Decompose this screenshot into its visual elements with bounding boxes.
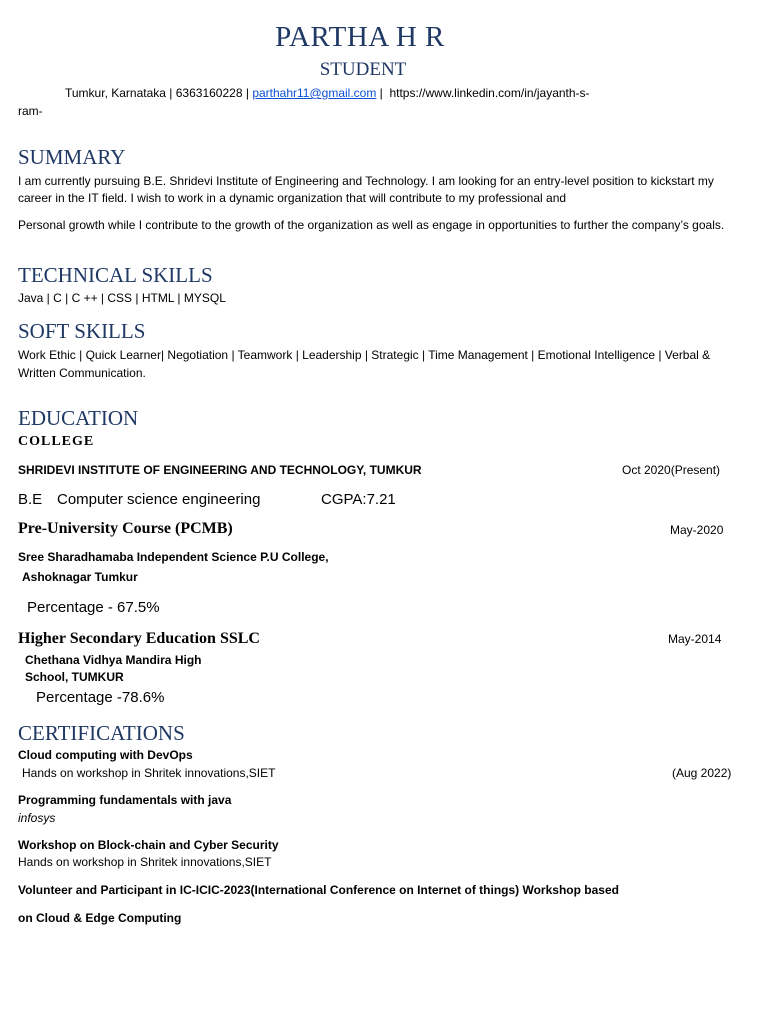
contact-linkedin-continued: ram- — [18, 104, 43, 118]
cert-1-detail: Hands on workshop in Shritek innovations,SIET — [22, 766, 276, 780]
contact-linkedin: https://www.linkedin.com/in/jayanth-s- — [389, 86, 590, 100]
cert-3-title: Workshop on Block-chain and Cyber Security — [18, 838, 279, 852]
certifications-heading: CERTIFICATIONS — [18, 721, 185, 745]
soft-skills-list: Work Ethic | Quick Learner| Negotiation | Teamwork | Leadership | Strategic | Time Management | Emotional Intelligence | Verbal & Written Communication. — [18, 348, 711, 380]
contact-separator: | — [169, 86, 173, 100]
summary-paragraph-1: I am currently pursuing B.E. Shridevi Institute of Engineering and Technology. I am looking for an entry-level position to kickstart my career in the IT field. I wish to work in a dynamic organization that will contribute to my professional and — [18, 174, 714, 205]
candidate-role: STUDENT — [319, 59, 407, 80]
cert-2-title: Programming fundamentals with java — [18, 793, 232, 807]
college-degree: B.E — [18, 491, 43, 508]
cert-1-date: (Aug 2022) — [672, 766, 732, 780]
college-cgpa: CGPA:7.21 — [321, 491, 396, 508]
contact-email-link[interactable]: parthahr11@gmail.com — [252, 86, 377, 100]
college-date: Oct 2020(Present) — [622, 463, 721, 477]
puc-school-line-2: Ashoknagar Tumkur — [22, 570, 138, 584]
contact-phone: 6363160228 — [175, 86, 243, 100]
summary-paragraph-2: Personal growth while I contribute to the growth of the organization as well as engage in opportunities to further the company’s goals. — [18, 218, 725, 232]
college-name: SHRIDEVI INSTITUTE OF ENGINEERING AND TECHNOLOGY, TUMKUR — [18, 463, 422, 477]
cert-3-detail: Hands on workshop in Shritek innovations,SIET — [18, 855, 272, 869]
puc-date: May-2020 — [670, 523, 724, 537]
contact-separator: | — [379, 86, 383, 100]
cert-2-detail: infosys — [18, 811, 56, 825]
puc-school-line-1: Sree Sharadhamaba Independent Science P.U College, — [18, 550, 329, 564]
sslc-date: May-2014 — [668, 632, 722, 646]
contact-separator: | — [245, 86, 249, 100]
sslc-percentage: Percentage -78.6% — [36, 689, 165, 706]
sslc-school-line-2: School, TUMKUR — [25, 670, 124, 684]
contact-line — [65, 86, 590, 100]
candidate-name: PARTHA H R — [275, 21, 445, 53]
sslc-school-line-1: Chethana Vidhya Mandira High — [25, 653, 202, 667]
puc-title: Pre-University Course (PCMB) — [18, 520, 233, 537]
volunteer-line-1: Volunteer and Participant in IC-ICIC-2023(International Conference on Internet of things) Workshop based — [18, 883, 619, 897]
summary-heading: SUMMARY — [18, 145, 126, 169]
contact-location: Tumkur, Karnataka — [65, 86, 166, 100]
cert-1-title: Cloud computing with DevOps — [18, 748, 193, 762]
education-subheading: COLLEGE — [18, 434, 95, 449]
education-heading: EDUCATION — [18, 406, 139, 430]
puc-percentage: Percentage - 67.5% — [27, 599, 160, 616]
volunteer-line-2: on Cloud & Edge Computing — [18, 911, 182, 925]
soft-skills-heading: SOFT SKILLS — [18, 319, 146, 343]
college-branch: Computer science engineering — [57, 491, 261, 508]
technical-skills-list: Java | C | C ++ | CSS | HTML | MYSQL — [18, 291, 226, 305]
sslc-title: Higher Secondary Education SSLC — [18, 630, 260, 647]
technical-skills-heading: TECHNICAL SKILLS — [18, 263, 213, 287]
